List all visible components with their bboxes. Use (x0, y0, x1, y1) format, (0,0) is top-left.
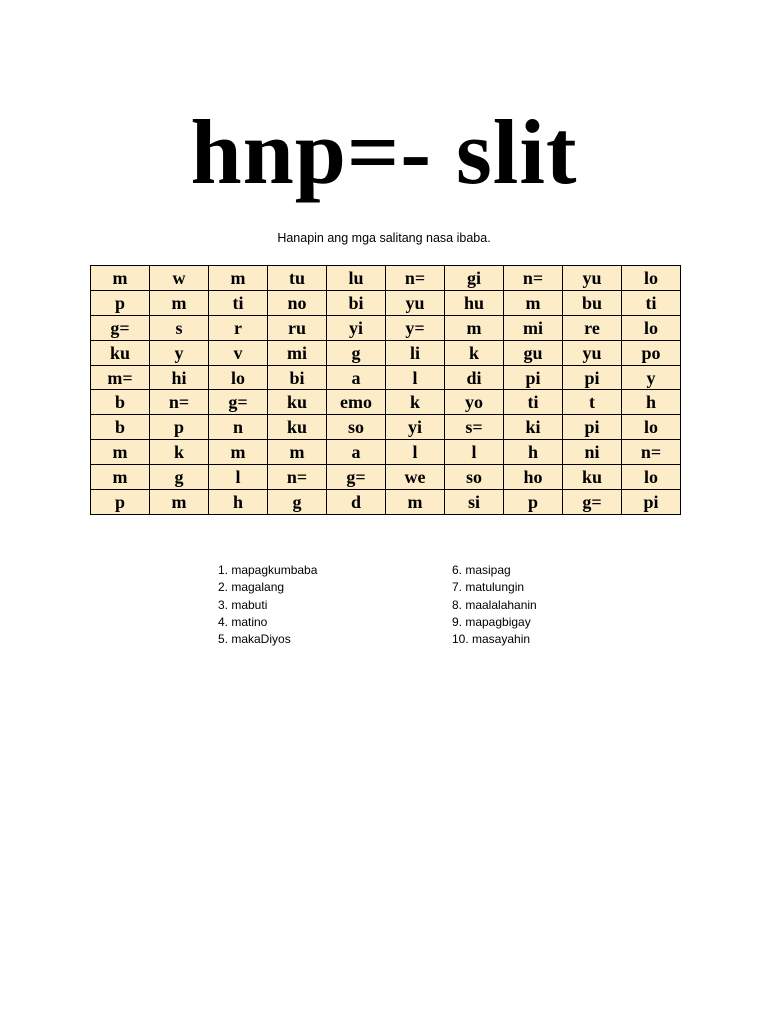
grid-cell: k (445, 340, 504, 365)
grid-row (91, 340, 681, 365)
grid-cell: lo (622, 266, 681, 291)
grid-cell: m (91, 465, 150, 490)
word-item: 4. matino (218, 614, 268, 629)
grid-cell: k (386, 390, 445, 415)
grid-cell: ti (622, 290, 681, 315)
grid-cell: a (327, 440, 386, 465)
grid-cell: b (91, 415, 150, 440)
grid-cell: d (327, 490, 386, 515)
grid-cell: m (386, 490, 445, 515)
grid-cell: p (91, 290, 150, 315)
grid-cell: m= (91, 365, 150, 390)
grid-cell: lo (209, 365, 268, 390)
grid-row (91, 390, 681, 415)
grid-cell: bu (563, 290, 622, 315)
grid-cell: m (445, 315, 504, 340)
grid-cell: yu (563, 266, 622, 291)
grid-cell: r (209, 315, 268, 340)
grid-cell: si (445, 490, 504, 515)
grid-cell: bi (268, 365, 327, 390)
grid-cell: g (327, 340, 386, 365)
grid-cell: g= (327, 465, 386, 490)
grid-cell: ki (504, 415, 563, 440)
grid-cell: l (386, 365, 445, 390)
grid-cell: hi (150, 365, 209, 390)
word-item: 7. matulungin (452, 580, 525, 595)
grid-cell: tu (268, 266, 327, 291)
grid-cell: n= (386, 266, 445, 291)
grid-cell: m (91, 266, 150, 291)
grid-cell: mi (504, 315, 563, 340)
grid-cell: p (91, 490, 150, 515)
word-item: 1. mapagkumbaba (218, 563, 318, 577)
grid-cell: y= (386, 315, 445, 340)
grid-row (91, 440, 681, 465)
grid-cell: po (622, 340, 681, 365)
word-item: 9. mapagbigay (452, 614, 531, 629)
grid-cell: l (386, 440, 445, 465)
grid-cell: g (268, 490, 327, 515)
grid-cell: p (150, 415, 209, 440)
grid-cell: so (327, 415, 386, 440)
grid-cell: m (150, 490, 209, 515)
word-list-left (218, 562, 317, 648)
grid-cell: di (445, 365, 504, 390)
grid-cell: yu (563, 340, 622, 365)
grid-cell: ni (563, 440, 622, 465)
grid-cell: mi (268, 340, 327, 365)
grid-cell: li (386, 340, 445, 365)
grid-cell: ku (563, 465, 622, 490)
word-item: 3. mabuti (218, 597, 268, 612)
grid-cell: pi (622, 490, 681, 515)
grid-row (91, 465, 681, 490)
grid-cell: w (150, 266, 209, 291)
grid-cell: yi (386, 415, 445, 440)
grid-cell: ti (504, 390, 563, 415)
grid-cell: n (209, 415, 268, 440)
grid-cell: p (504, 490, 563, 515)
grid-cell: g= (563, 490, 622, 515)
grid-cell: yu (386, 290, 445, 315)
grid-cell: no (268, 290, 327, 315)
grid-row (91, 315, 681, 340)
grid-row (91, 365, 681, 390)
grid-cell: bi (327, 290, 386, 315)
grid-cell: m (91, 440, 150, 465)
grid-cell: pi (504, 365, 563, 390)
grid-cell: g= (91, 315, 150, 340)
grid-cell: lo (622, 415, 681, 440)
grid-cell: ku (268, 390, 327, 415)
word-item: 6. masipag (452, 563, 511, 577)
grid-cell: n= (622, 440, 681, 465)
grid-cell: m (268, 440, 327, 465)
grid-cell: g= (209, 390, 268, 415)
grid-cell: lu (327, 266, 386, 291)
page-title: hnp=- slit (190, 101, 578, 203)
grid-cell: n= (150, 390, 209, 415)
grid-cell: lo (622, 315, 681, 340)
grid-row (91, 490, 681, 515)
grid-cell: b (91, 390, 150, 415)
grid-cell: ku (268, 415, 327, 440)
grid-cell: gu (504, 340, 563, 365)
grid-cell: m (209, 266, 268, 291)
grid-cell: y (622, 365, 681, 390)
grid-cell: s= (445, 415, 504, 440)
grid-cell: l (445, 440, 504, 465)
grid-cell: re (563, 315, 622, 340)
grid-cell: emo (327, 390, 386, 415)
grid-cell: hu (445, 290, 504, 315)
grid-cell: so (445, 465, 504, 490)
grid-cell: n= (268, 465, 327, 490)
grid-cell: gi (445, 266, 504, 291)
grid-cell: m (209, 440, 268, 465)
word-item: 8. maalalahanin (452, 597, 537, 612)
grid-cell: ti (209, 290, 268, 315)
grid-cell: h (504, 440, 563, 465)
grid-cell: m (504, 290, 563, 315)
grid-cell: y (150, 340, 209, 365)
grid-cell: pi (563, 415, 622, 440)
grid-cell: pi (563, 365, 622, 390)
grid-cell: h (209, 490, 268, 515)
grid-cell: ho (504, 465, 563, 490)
grid-cell: n= (504, 266, 563, 291)
word-search-grid (90, 265, 681, 515)
word-item: 5. makaDiyos (218, 632, 291, 647)
grid-cell: lo (622, 465, 681, 490)
grid-cell: yi (327, 315, 386, 340)
word-list-right (452, 562, 537, 648)
instruction-text: Hanapin ang mga salitang nasa ibaba. (277, 231, 491, 245)
grid-cell: ku (91, 340, 150, 365)
grid-cell: t (563, 390, 622, 415)
word-item: 2. magalang (218, 580, 285, 595)
grid-cell: s (150, 315, 209, 340)
grid-cell: g (150, 465, 209, 490)
grid-cell: h (622, 390, 681, 415)
grid-row (91, 290, 681, 315)
grid-cell: v (209, 340, 268, 365)
grid-cell: m (150, 290, 209, 315)
grid-cell: l (209, 465, 268, 490)
grid-cell: k (150, 440, 209, 465)
word-item: 10. masayahin (452, 632, 531, 647)
grid-row (91, 266, 681, 291)
grid-cell: a (327, 365, 386, 390)
grid-cell: we (386, 465, 445, 490)
grid-cell: ru (268, 315, 327, 340)
grid-cell: yo (445, 390, 504, 415)
grid-row (91, 415, 681, 440)
